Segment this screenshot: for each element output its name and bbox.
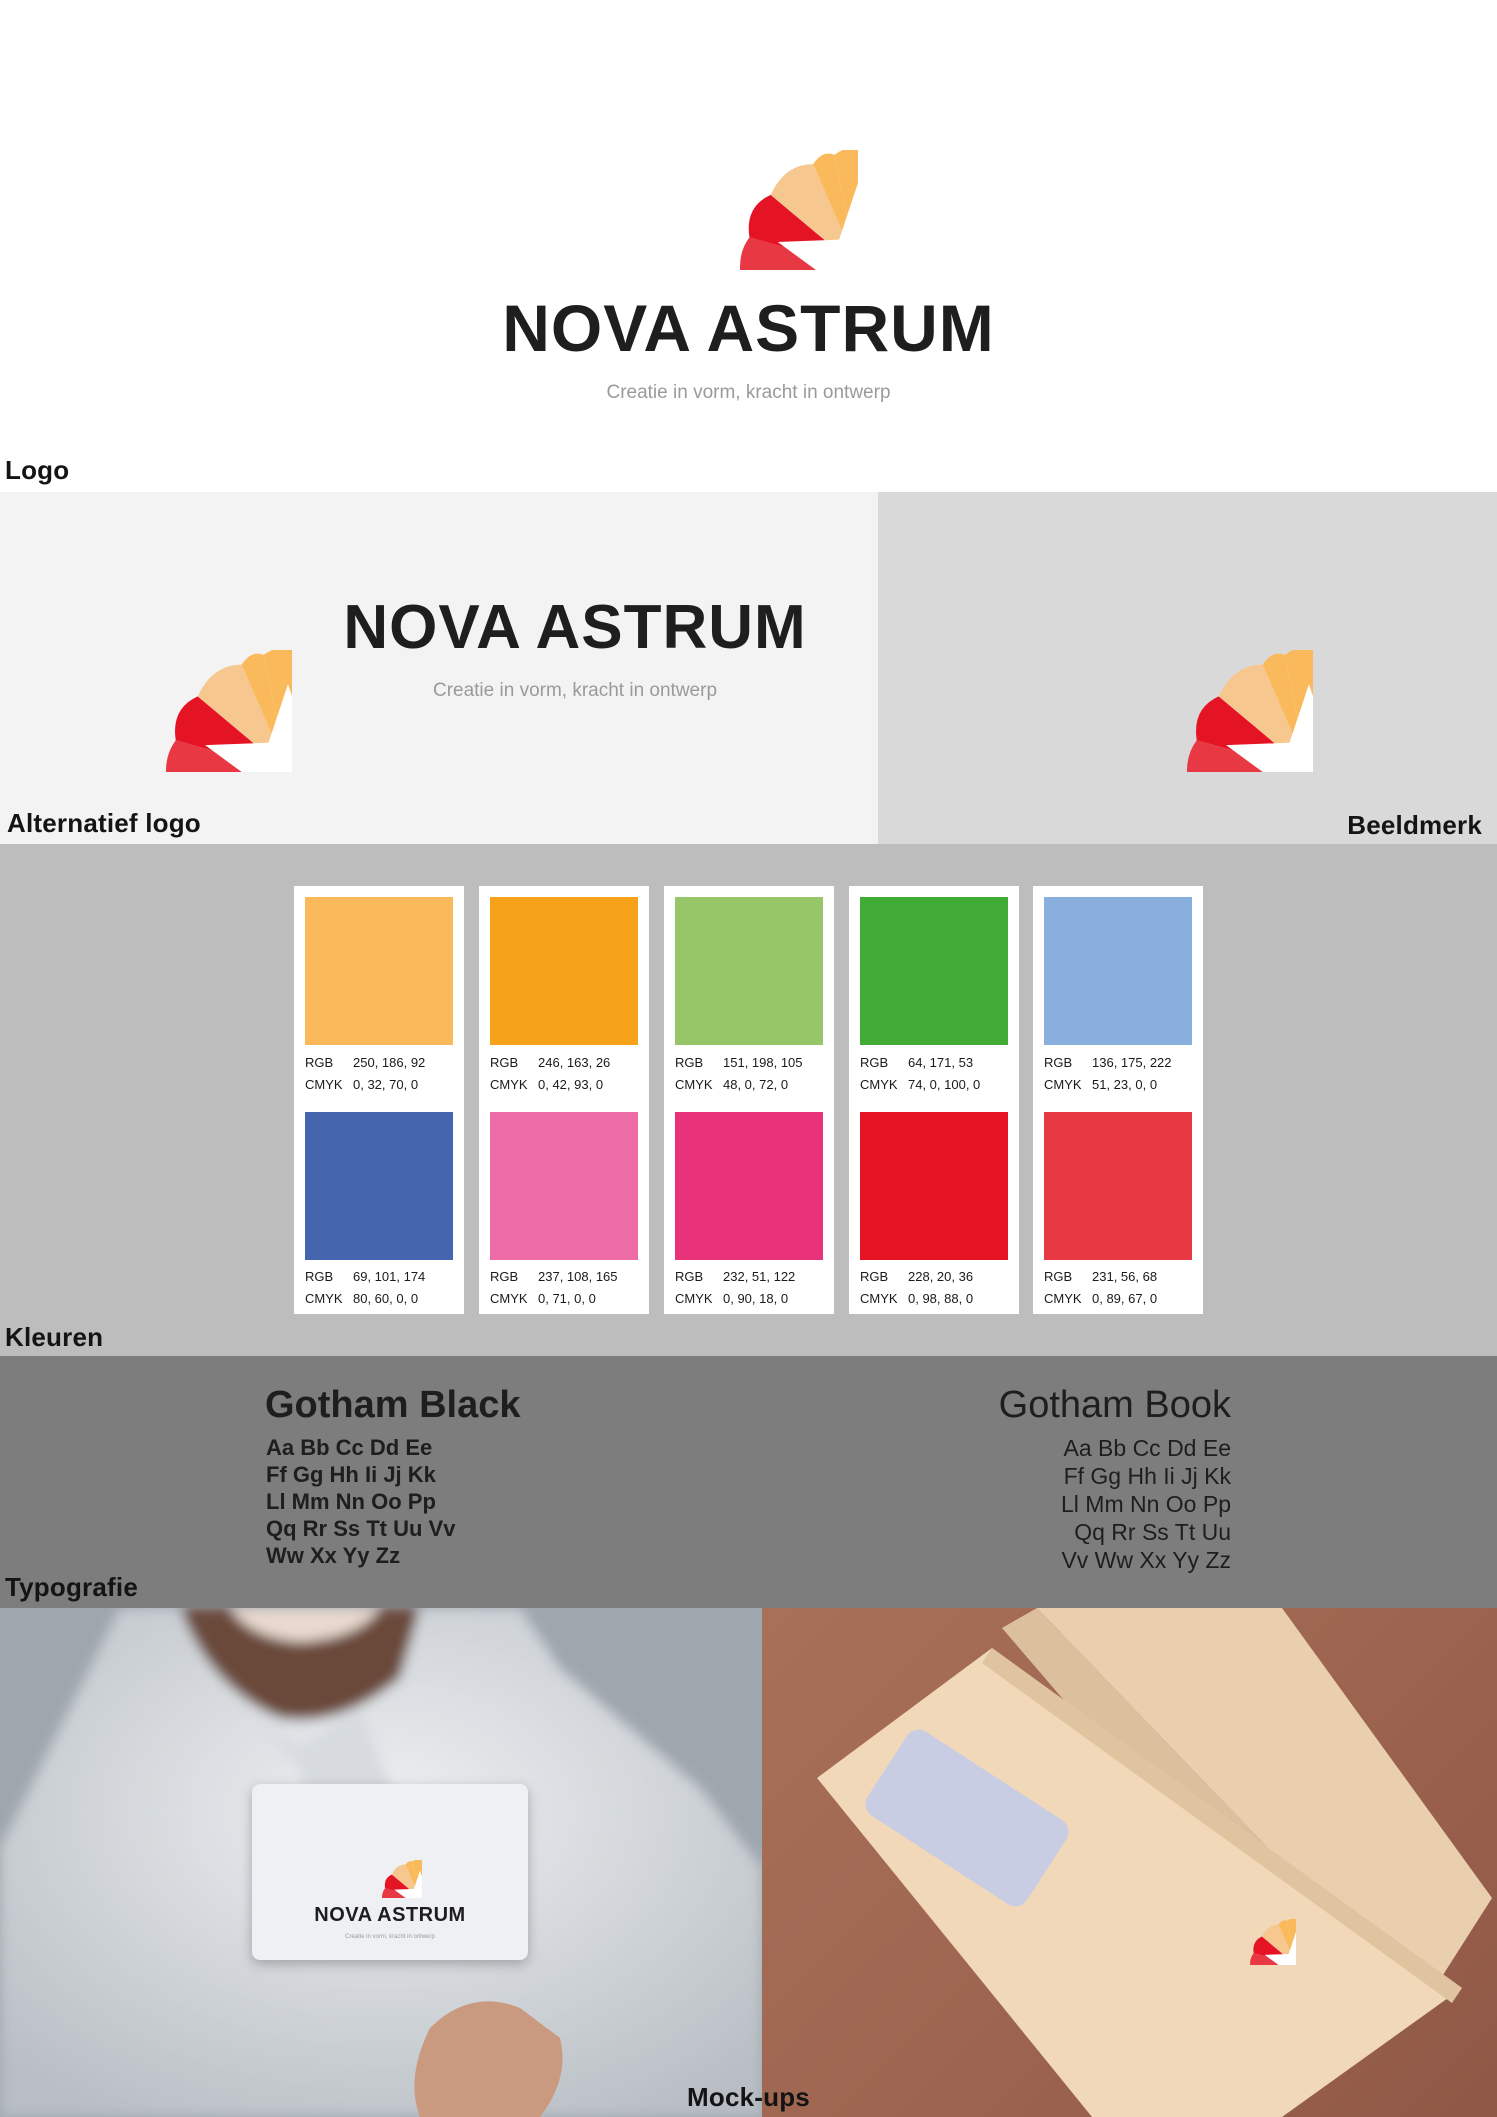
card-logo-icon — [342, 1822, 422, 1898]
cmyk-label: CMYK — [305, 1291, 343, 1306]
cmyk-value: 0, 98, 88, 0 — [908, 1291, 974, 1306]
swatch-3 — [675, 897, 823, 1045]
rgb-label: RGB — [305, 1055, 334, 1070]
swatch-info-3 — [675, 1052, 830, 1096]
cmyk-value: 0, 89, 67, 0 — [1092, 1291, 1158, 1306]
rgb-label: RGB — [1044, 1269, 1073, 1284]
rgb-value: 228, 20, 36 — [908, 1269, 974, 1284]
swatch-8 — [675, 1112, 823, 1260]
mockup-envelope-photo — [762, 1608, 1497, 2117]
palette-card-1 — [294, 886, 464, 1314]
rgb-value: 64, 171, 53 — [908, 1055, 974, 1070]
palette-card-5 — [1033, 886, 1203, 1314]
cmyk-value: 0, 90, 18, 0 — [723, 1291, 789, 1306]
cmyk-label: CMYK — [675, 1291, 713, 1306]
cmyk-value: 0, 32, 70, 0 — [353, 1077, 419, 1092]
mockup-business-card-photo — [0, 1608, 762, 2117]
font-black-title: Gotham Black — [265, 1384, 521, 1426]
section-label-logo: Logo — [5, 455, 70, 485]
font-book-line: Ll Mm Nn Oo Pp — [1061, 1491, 1231, 1517]
typography-section — [0, 1356, 1497, 1608]
cmyk-value: 0, 71, 0, 0 — [538, 1291, 596, 1306]
rgb-value: 151, 198, 105 — [723, 1055, 803, 1070]
cmyk-value: 80, 60, 0, 0 — [353, 1291, 419, 1306]
hero-brand-name: NOVA ASTRUM — [502, 291, 995, 365]
alt-logo-icon — [40, 528, 292, 772]
cmyk-label: CMYK — [1044, 1291, 1082, 1306]
swatch-4 — [860, 897, 1008, 1045]
rgb-value: 250, 186, 92 — [353, 1055, 426, 1070]
cmyk-label: CMYK — [860, 1291, 898, 1306]
envelope-logo-icon — [1204, 1873, 1296, 1965]
palette-card-2 — [479, 886, 649, 1314]
swatch-info-8 — [675, 1266, 830, 1310]
hero-logo-icon — [622, 30, 858, 270]
font-book-line: Qq Rr Ss Tt Uu — [1074, 1519, 1231, 1545]
envelope-icon — [762, 1608, 1497, 2117]
mark-logo-icon — [1061, 528, 1313, 772]
alt-logo-brand-name: NOVA ASTRUM — [343, 593, 807, 662]
font-black-line: Ff Gg Hh Ii Jj Kk — [266, 1462, 436, 1487]
swatch-info-10 — [1044, 1266, 1199, 1310]
rgb-label: RGB — [490, 1269, 519, 1284]
font-black-line: Ll Mm Nn Oo Pp — [266, 1489, 436, 1514]
rgb-label: RGB — [490, 1055, 519, 1070]
cmyk-label: CMYK — [305, 1077, 343, 1092]
swatch-9 — [860, 1112, 1008, 1260]
rgb-label: RGB — [860, 1055, 889, 1070]
rgb-label: RGB — [675, 1269, 704, 1284]
section-label-mockups: Mock-ups — [687, 2082, 810, 2112]
section-label-alt-logo: Alternatief logo — [7, 808, 201, 838]
rgb-value: 237, 108, 165 — [538, 1269, 618, 1284]
section-label-typography: Typografie — [5, 1572, 138, 1602]
hero-section — [0, 0, 1497, 492]
font-book-line: Ff Gg Hh Ii Jj Kk — [1063, 1463, 1231, 1489]
business-card — [252, 1784, 528, 1960]
palette-section — [0, 844, 1497, 1356]
cmyk-label: CMYK — [675, 1077, 713, 1092]
swatch-5 — [1044, 897, 1192, 1045]
alt-logo-tagline: Creatie in vorm, kracht in ontwerp — [432, 680, 718, 701]
font-black-line: Ww Xx Yy Zz — [266, 1543, 401, 1568]
cmyk-label: CMYK — [490, 1291, 528, 1306]
swatch-info-1 — [305, 1052, 460, 1096]
font-black-line: Aa Bb Cc Dd Ee — [266, 1435, 433, 1460]
swatch-info-4 — [860, 1052, 1015, 1096]
card-brand-name: NOVA ASTRUM — [314, 1904, 466, 1926]
cmyk-label: CMYK — [490, 1077, 528, 1092]
swatch-info-9 — [860, 1266, 1015, 1310]
font-book-title: Gotham Book — [998, 1384, 1231, 1426]
rgb-value: 136, 175, 222 — [1092, 1055, 1172, 1070]
font-book-specimen — [1061, 1434, 1231, 1574]
mark-panel — [878, 492, 1497, 844]
swatch-2 — [490, 897, 638, 1045]
swatch-10 — [1044, 1112, 1192, 1260]
cmyk-value: 0, 42, 93, 0 — [538, 1077, 604, 1092]
hero-tagline: Creatie in vorm, kracht in ontwerp — [606, 382, 891, 403]
swatch-info-7 — [490, 1266, 645, 1310]
rgb-value: 231, 56, 68 — [1092, 1269, 1158, 1284]
cmyk-label: CMYK — [860, 1077, 898, 1092]
cmyk-value: 51, 23, 0, 0 — [1092, 1077, 1158, 1092]
section-label-colors: Kleuren — [5, 1322, 104, 1352]
section-label-mark: Beeldmerk — [1347, 810, 1482, 840]
alt-logo-panel — [0, 492, 878, 844]
rgb-label: RGB — [860, 1269, 889, 1284]
font-black-specimen — [266, 1434, 455, 1569]
palette-card-3 — [664, 886, 834, 1314]
swatch-1 — [305, 897, 453, 1045]
font-book-line: Aa Bb Cc Dd Ee — [1063, 1435, 1231, 1461]
palette-card-4 — [849, 886, 1019, 1314]
card-tagline: Creatie in vorm, kracht in ontwerp — [345, 1934, 435, 1940]
cmyk-value: 74, 0, 100, 0 — [908, 1077, 981, 1092]
font-book-line: Vv Ww Xx Yy Zz — [1061, 1547, 1231, 1573]
swatch-info-2 — [490, 1052, 645, 1096]
swatch-7 — [490, 1112, 638, 1260]
rgb-value: 232, 51, 122 — [723, 1269, 796, 1284]
swatch-info-6 — [305, 1266, 460, 1310]
swatch-6 — [305, 1112, 453, 1260]
swatch-info-5 — [1044, 1052, 1199, 1096]
rgb-value: 246, 163, 26 — [538, 1055, 611, 1070]
rgb-value: 69, 101, 174 — [353, 1269, 426, 1284]
rgb-label: RGB — [305, 1269, 334, 1284]
cmyk-value: 48, 0, 72, 0 — [723, 1077, 789, 1092]
cmyk-label: CMYK — [1044, 1077, 1082, 1092]
rgb-label: RGB — [1044, 1055, 1073, 1070]
font-black-line: Qq Rr Ss Tt Uu Vv — [266, 1516, 456, 1541]
rgb-label: RGB — [675, 1055, 704, 1070]
